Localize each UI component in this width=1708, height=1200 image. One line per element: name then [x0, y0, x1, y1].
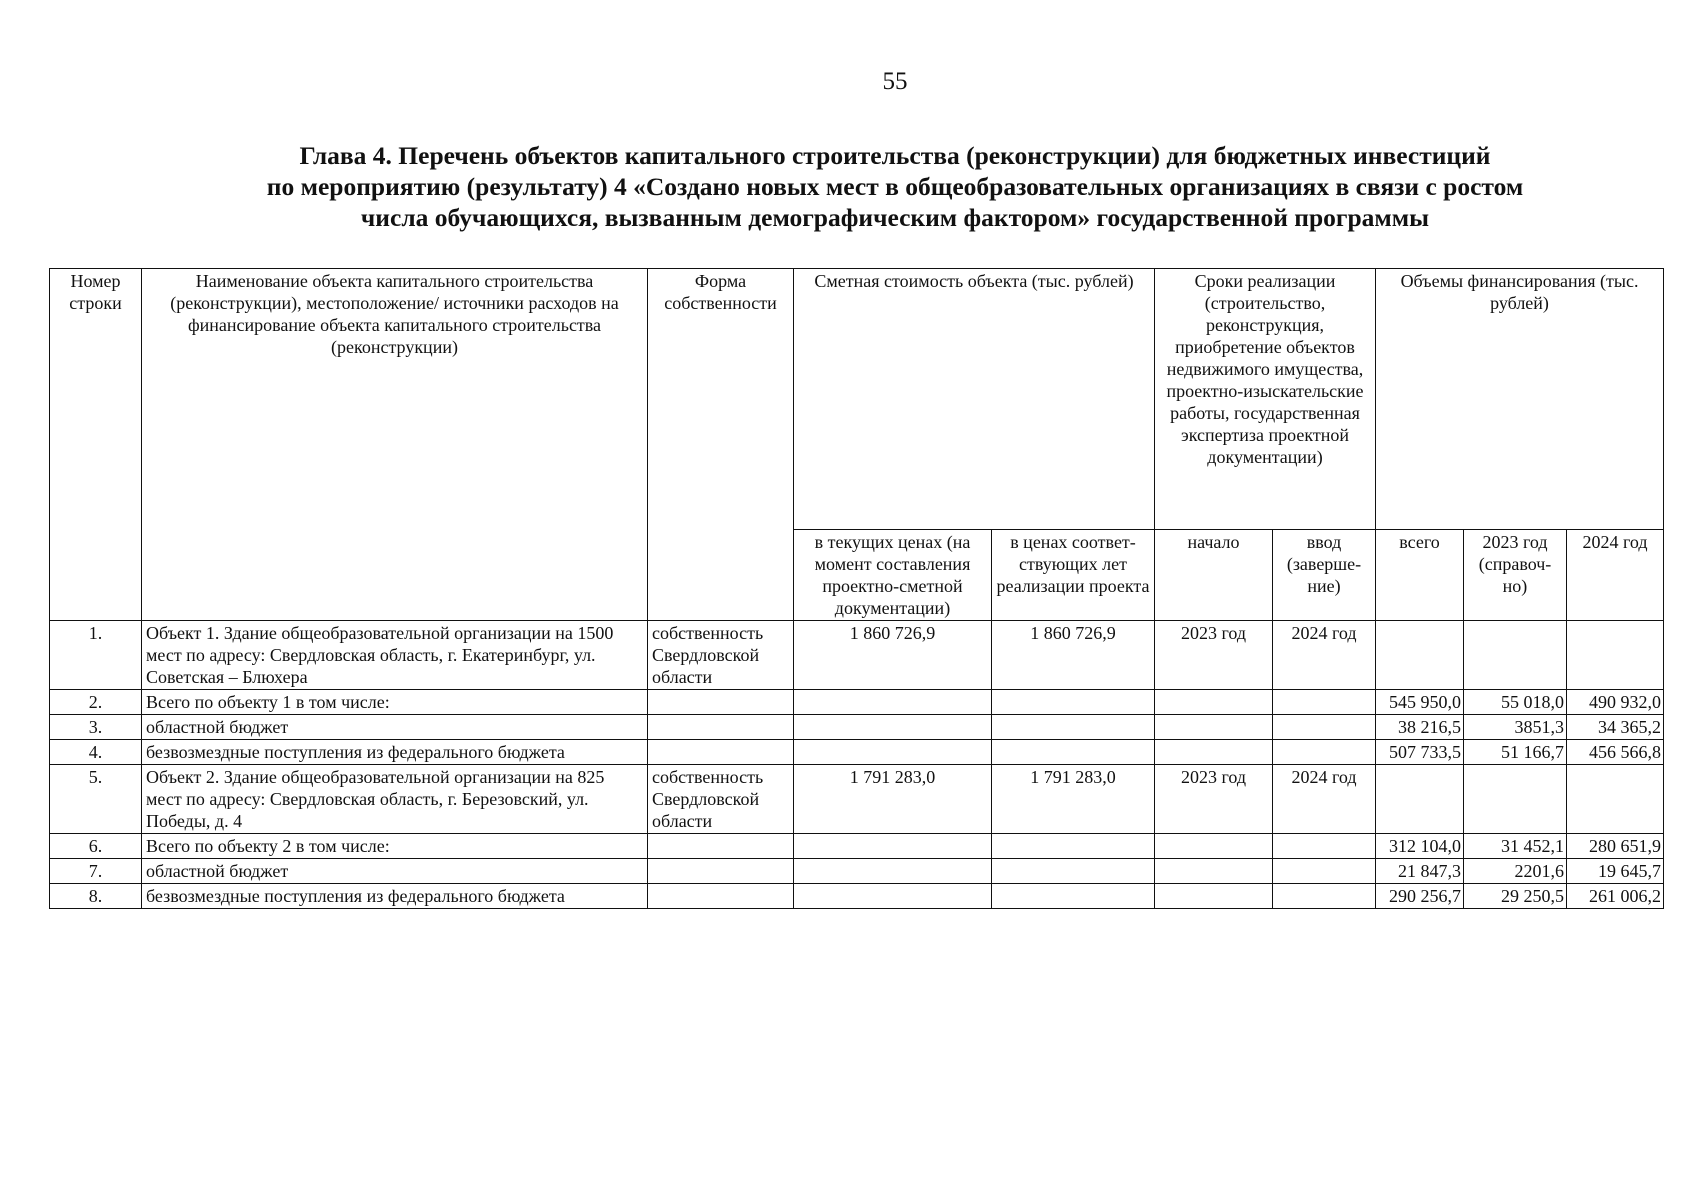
completion-year [1273, 690, 1376, 715]
table-row [50, 740, 1664, 765]
ownership [648, 740, 794, 765]
completion-year: 2024 год [1273, 621, 1376, 690]
cost-current [794, 740, 992, 765]
header-2023: 2023 год (справоч-но) [1464, 530, 1567, 621]
financing-2023 [1464, 621, 1567, 690]
financing-2024: 490 932,0 [1567, 690, 1664, 715]
object-name: областной бюджет [142, 859, 648, 884]
row-number: 5. [50, 765, 142, 834]
start-year [1155, 834, 1273, 859]
header-financing: Объемы финансирования (тыс. рублей) [1376, 269, 1664, 530]
completion-year [1273, 715, 1376, 740]
start-year [1155, 715, 1273, 740]
cost-corresponding [992, 690, 1155, 715]
header-row-number: Номер строки [50, 269, 142, 621]
object-name: Объект 1. Здание общеобразовательной организации на 1500 мест по адресу: Свердловская область, г. Екатеринбург, ул. Советская – Блюхера [142, 621, 648, 690]
cost-current [794, 715, 992, 740]
row-number: 6. [50, 834, 142, 859]
ownership [648, 859, 794, 884]
header-start: начало [1155, 530, 1273, 621]
table-row [50, 715, 1664, 740]
investment-table [49, 268, 1664, 909]
header-total: всего [1376, 530, 1464, 621]
cost-corresponding [992, 859, 1155, 884]
financing-2023: 31 452,1 [1464, 834, 1567, 859]
cost-current: 1 860 726,9 [794, 621, 992, 690]
financing-total [1376, 765, 1464, 834]
row-number: 3. [50, 715, 142, 740]
cost-current [794, 834, 992, 859]
financing-2024 [1567, 621, 1664, 690]
header-estimated-cost: Сметная стоимость объекта (тыс. рублей) [794, 269, 1155, 530]
header-row-1 [50, 269, 1664, 530]
financing-2023: 2201,6 [1464, 859, 1567, 884]
completion-year [1273, 740, 1376, 765]
financing-2024: 19 645,7 [1567, 859, 1664, 884]
financing-2024: 34 365,2 [1567, 715, 1664, 740]
start-year [1155, 884, 1273, 909]
table-row [50, 765, 1664, 834]
row-number: 4. [50, 740, 142, 765]
ownership [648, 884, 794, 909]
header-object-name: Наименование объекта капитального строительства (реконструкции), местоположение/ источники расходов на финансирование объекта капитального строительства (реконструкции) [142, 269, 648, 621]
cost-corresponding: 1 791 283,0 [992, 765, 1155, 834]
start-year [1155, 859, 1273, 884]
header-ownership: Форма собственности [648, 269, 794, 621]
title-line-2: по мероприятию (результату) 4 «Создано новых мест в общеобразовательных организациях в связи с ростом [266, 172, 1524, 201]
financing-2024 [1567, 765, 1664, 834]
completion-year: 2024 год [1273, 765, 1376, 834]
row-number: 1. [50, 621, 142, 690]
start-year: 2023 год [1155, 765, 1273, 834]
object-name: безвозмездные поступления из федерального бюджета [142, 740, 648, 765]
financing-total: 290 256,7 [1376, 884, 1464, 909]
table-row [50, 884, 1664, 909]
cost-corresponding: 1 860 726,9 [992, 621, 1155, 690]
header-corresponding-prices: в ценах соответ-ствующих лет реализации проекта [992, 530, 1155, 621]
financing-total: 38 216,5 [1376, 715, 1464, 740]
title-line-1: Глава 4. Перечень объектов капитального строительства (реконструкции) для бюджетных инвестиций [299, 141, 1491, 170]
object-name: Объект 2. Здание общеобразовательной организации на 825 мест по адресу: Свердловская область, г. Березовский, ул. Победы, д. 4 [142, 765, 648, 834]
financing-2023: 51 166,7 [1464, 740, 1567, 765]
financing-2024: 280 651,9 [1567, 834, 1664, 859]
object-name: безвозмездные поступления из федерального бюджета [142, 884, 648, 909]
header-2024: 2024 год [1567, 530, 1664, 621]
financing-total: 545 950,0 [1376, 690, 1464, 715]
cost-corresponding [992, 715, 1155, 740]
cost-current [794, 690, 992, 715]
header-completion: ввод (заверше-ние) [1273, 530, 1376, 621]
header-current-prices: в текущих ценах (на момент составления проектно-сметной документации) [794, 530, 992, 621]
chapter-title [120, 140, 1670, 233]
table-row [50, 621, 1664, 690]
financing-2024: 456 566,8 [1567, 740, 1664, 765]
table-row [50, 690, 1664, 715]
financing-total: 312 104,0 [1376, 834, 1464, 859]
financing-2023: 55 018,0 [1464, 690, 1567, 715]
financing-2023: 3851,3 [1464, 715, 1567, 740]
start-year [1155, 690, 1273, 715]
object-name: Всего по объекту 1 в том числе: [142, 690, 648, 715]
financing-total [1376, 621, 1464, 690]
ownership [648, 715, 794, 740]
cost-corresponding [992, 834, 1155, 859]
start-year [1155, 740, 1273, 765]
ownership: собственность Свердловской области [648, 621, 794, 690]
cost-current [794, 859, 992, 884]
header-timeline: Сроки реализации (строительство, реконструкция, приобретение объектов недвижимого имущества, проектно-изыскательские работы, государственная экспертиза проектной документации) [1155, 269, 1376, 530]
object-name: Всего по объекту 2 в том числе: [142, 834, 648, 859]
cost-current [794, 884, 992, 909]
completion-year [1273, 859, 1376, 884]
row-number: 7. [50, 859, 142, 884]
row-number: 8. [50, 884, 142, 909]
row-number: 2. [50, 690, 142, 715]
financing-2023 [1464, 765, 1567, 834]
cost-corresponding [992, 740, 1155, 765]
title-line-3: числа обучающихся, вызванным демографическим фактором» государственной программы [360, 203, 1430, 232]
financing-total: 507 733,5 [1376, 740, 1464, 765]
table-row [50, 834, 1664, 859]
completion-year [1273, 834, 1376, 859]
financing-2023: 29 250,5 [1464, 884, 1567, 909]
financing-total: 21 847,3 [1376, 859, 1464, 884]
financing-2024: 261 006,2 [1567, 884, 1664, 909]
ownership: собственность Свердловской области [648, 765, 794, 834]
start-year: 2023 год [1155, 621, 1273, 690]
completion-year [1273, 884, 1376, 909]
cost-corresponding [992, 884, 1155, 909]
ownership [648, 834, 794, 859]
cost-current: 1 791 283,0 [794, 765, 992, 834]
ownership [648, 690, 794, 715]
table-row [50, 859, 1664, 884]
page-number: 55 [882, 68, 908, 95]
object-name: областной бюджет [142, 715, 648, 740]
